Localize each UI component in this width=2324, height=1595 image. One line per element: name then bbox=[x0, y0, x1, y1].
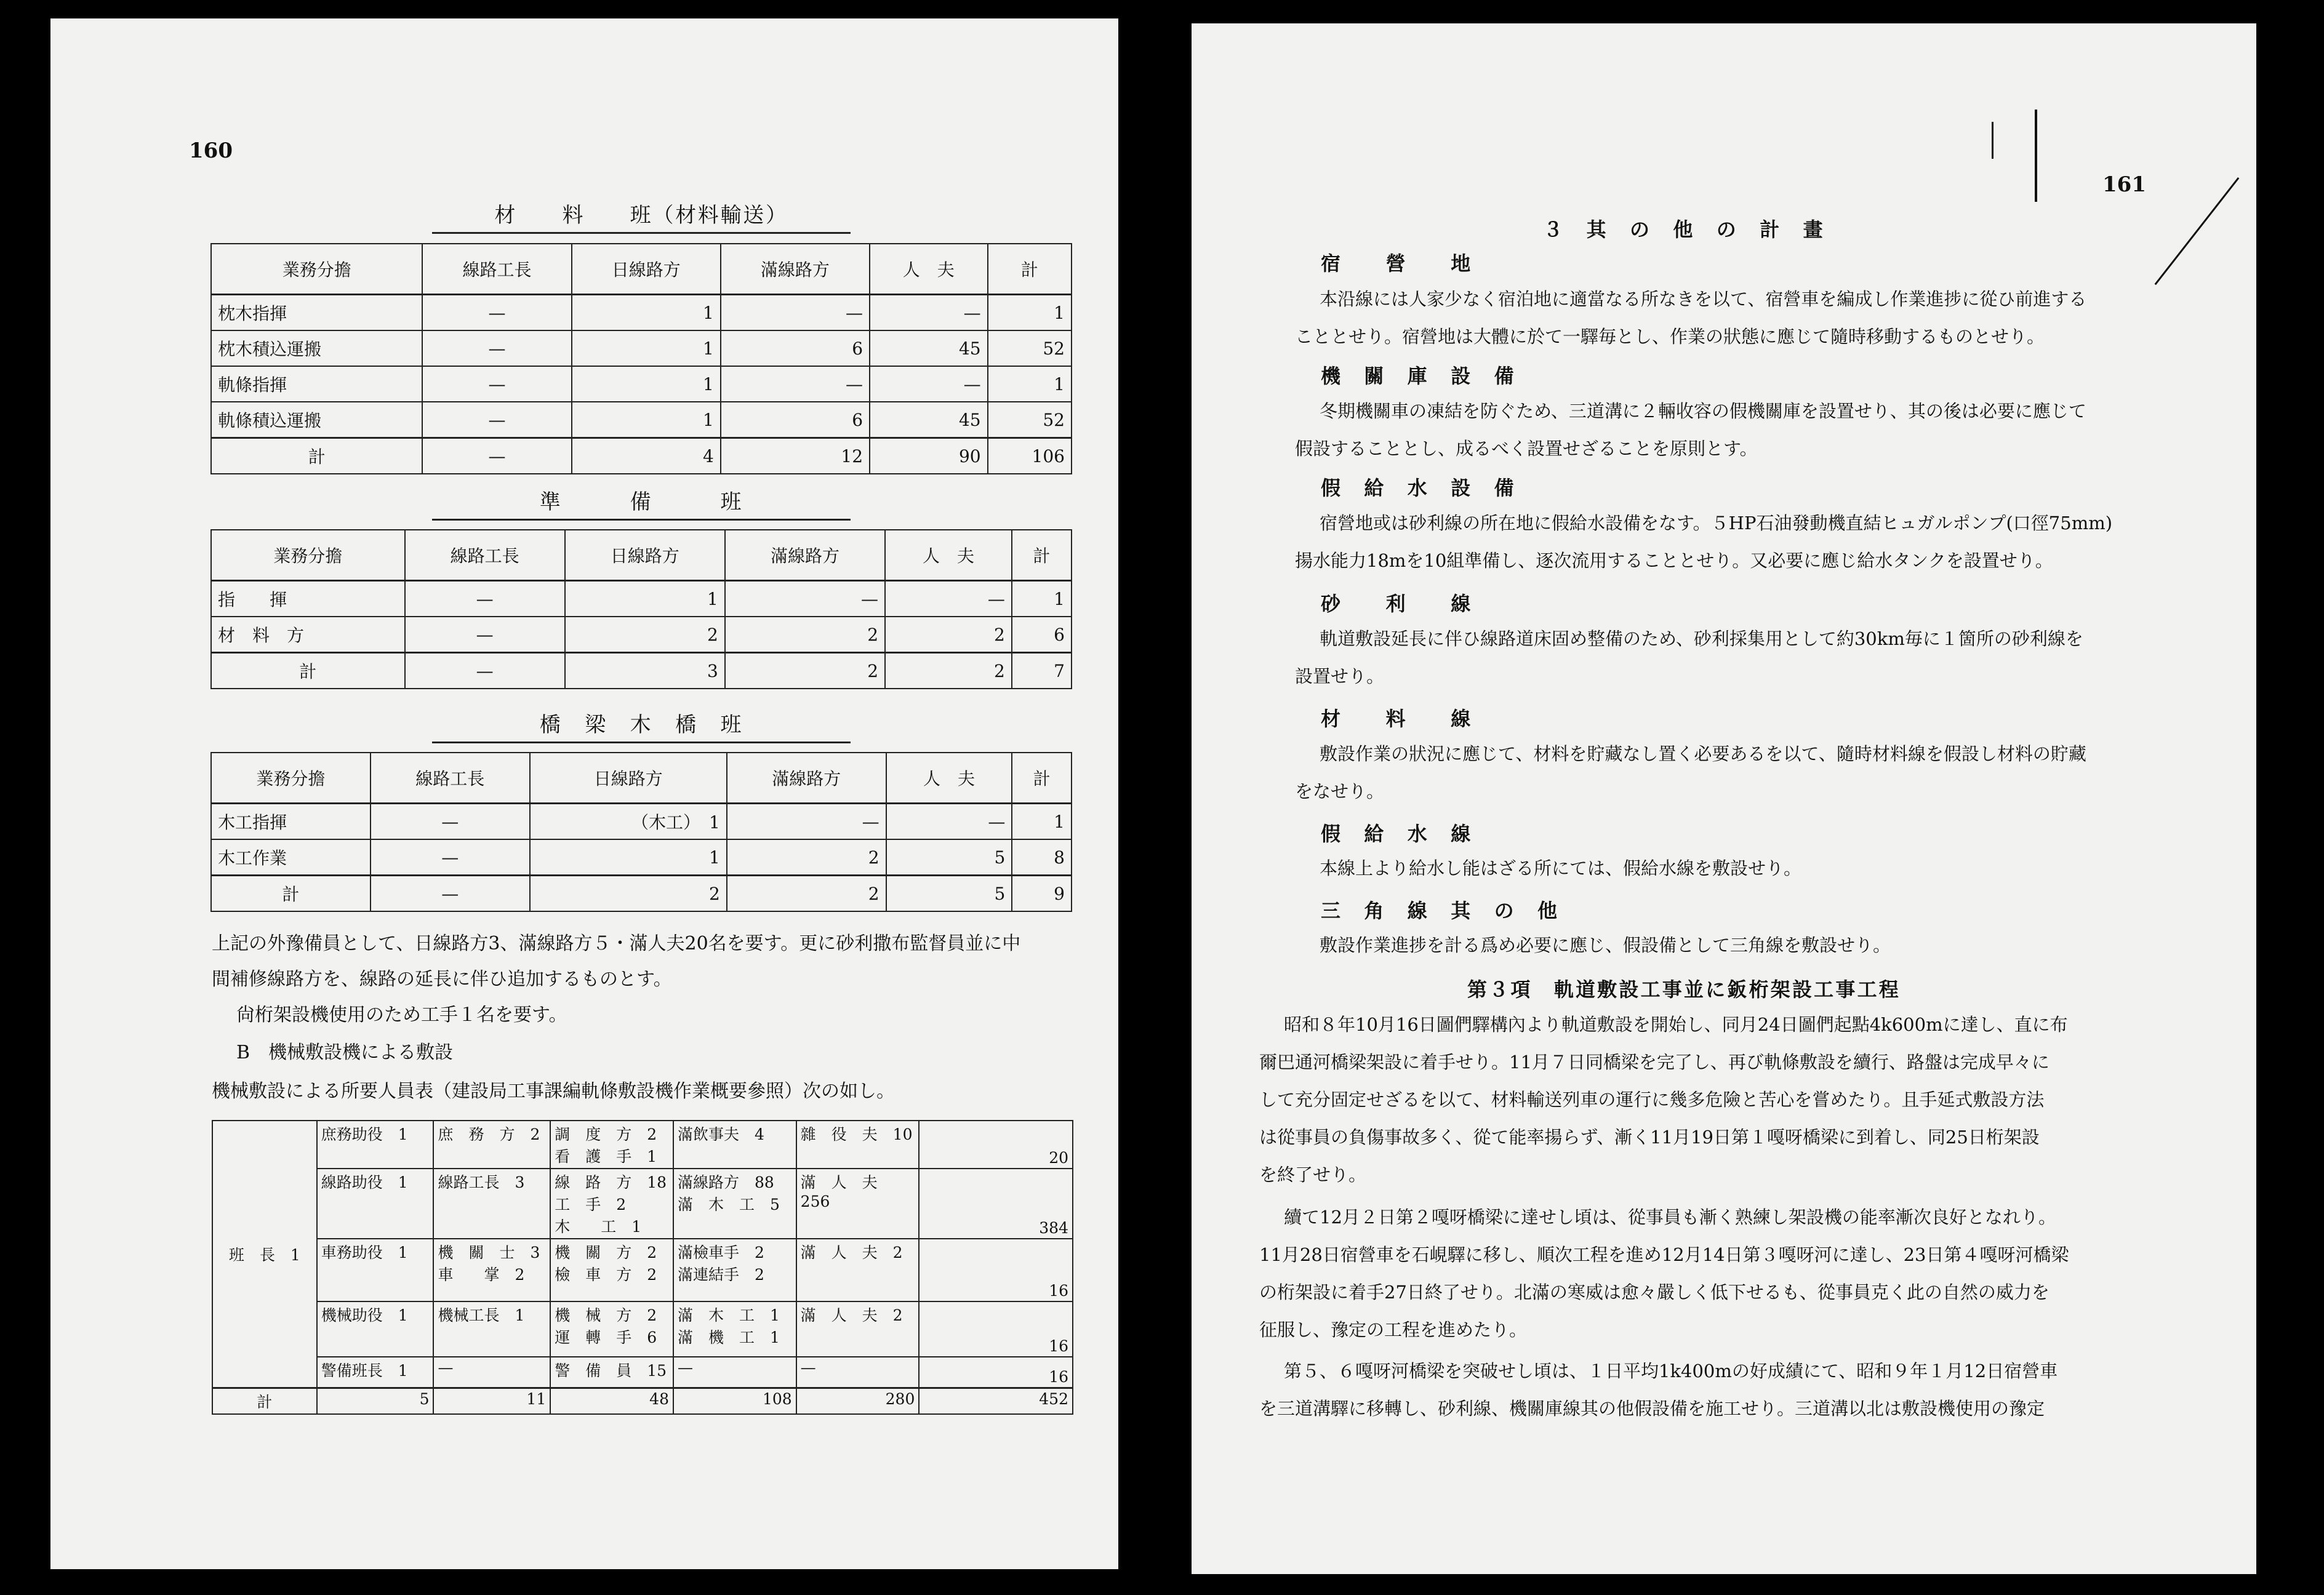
table-cell: 48 bbox=[550, 1388, 673, 1415]
column-header: 滿線路方 bbox=[721, 244, 870, 295]
table-cell: 5 bbox=[317, 1388, 434, 1415]
table-cell: — bbox=[870, 295, 988, 331]
text-line: 第５、６嘎呀河橋梁を突破せし頃は、１日平均1k400mの好成績にて、昭和９年１月12日宿營車 bbox=[1284, 1361, 2058, 1381]
right-page bbox=[1192, 23, 2256, 1574]
table-title-preparation: 準 備 班 bbox=[432, 485, 851, 521]
table-row bbox=[212, 1239, 1073, 1301]
note-paragraph-3: 尙桁架設機使用のため工手１名を要す。 bbox=[236, 1004, 567, 1026]
table-cell: 1 bbox=[572, 366, 721, 402]
table-cell: 軌條積込運搬 bbox=[211, 402, 422, 438]
table-cell: — bbox=[422, 366, 571, 402]
table-cell: — bbox=[422, 438, 571, 474]
text-line: 敷設作業進捗を計る爲め必要に應じ、假設備として三角線を敷設せり。 bbox=[1320, 935, 1891, 956]
subsection-temp-water-line: 假 給 水 線 bbox=[1321, 822, 1473, 845]
column-header: 滿線路方 bbox=[727, 753, 886, 804]
table-cell: — bbox=[371, 804, 530, 840]
table-cell: 6 bbox=[1012, 617, 1072, 653]
table-cell: 庶務助役 1 bbox=[317, 1121, 434, 1169]
text-line: 軌道敷設延長に伴ひ線路道床固め整備のため、砂利採集用として約30km毎に１箇所の砂利線を bbox=[1320, 628, 2083, 649]
text-line: 本線上より給水し能はざる所にては、假給水線を敷設せり。 bbox=[1320, 858, 1802, 879]
water-supply-text bbox=[1295, 505, 2144, 580]
table-cell: 108 bbox=[673, 1388, 796, 1415]
table-cell: 軌條指揮 bbox=[211, 366, 422, 402]
table-cell: 45 bbox=[870, 402, 988, 438]
table-cell: 班 長 1 bbox=[212, 1121, 317, 1388]
temp-water-line-text bbox=[1295, 850, 2144, 887]
table-cell: — bbox=[796, 1357, 920, 1388]
section-b-heading: B 機械敷設機による敷設 bbox=[236, 1042, 454, 1063]
section-3-text-1 bbox=[1259, 1006, 2152, 1194]
pen-stroke-mark bbox=[1992, 122, 1993, 159]
table-cell: 1 bbox=[572, 330, 721, 366]
table-row bbox=[211, 402, 1072, 438]
table-row bbox=[211, 366, 1072, 402]
note-paragraph-2: 間補修線路方を、線路の延長に伴ひ追加するものとす。 bbox=[212, 969, 672, 990]
table-cell: 機 關 方 2 檢 車 方 2 bbox=[550, 1239, 673, 1301]
column-header: 人 夫 bbox=[870, 244, 988, 295]
table-cell: 2 bbox=[725, 617, 885, 653]
table-cell: 枕木指揮 bbox=[211, 295, 422, 331]
table-title-materials: 材 料 班（材料輸送） bbox=[432, 198, 851, 234]
table-cell: 機械工長 1 bbox=[433, 1301, 550, 1357]
table-cell: 材 料 方 bbox=[211, 617, 405, 653]
section-3-text-2 bbox=[1259, 1199, 2152, 1349]
table-cell: 計 bbox=[212, 1388, 317, 1415]
text-line: して充分固定せざるを以て、材料輸送列車の運行に幾多危險と苦心を嘗めたり。且手延式敷設方法 bbox=[1259, 1089, 2045, 1110]
table-cell: 1 bbox=[1012, 581, 1072, 617]
column-header: 人 夫 bbox=[885, 530, 1012, 581]
text-line: 冬期機關車の凍結を防ぐため、三道溝に２輛收容の假機關庫を設置せり、其の後は必要に應じて bbox=[1320, 401, 2086, 422]
table-cell: 2 bbox=[885, 617, 1012, 653]
table-row bbox=[212, 1169, 1073, 1239]
note-paragraph-1: 上記の外豫備員として、日線路方3、滿線路方５・滿人夫20名を要す。更に砂利撒布監督員並に中 bbox=[212, 933, 1021, 954]
column-header: 計 bbox=[988, 244, 1072, 295]
text-line: を三道溝驛に移轉し、砂利線、機關庫線其の他假設備を施工せり。三道溝以北は敷設機使用の豫定 bbox=[1259, 1398, 2045, 1419]
text-line: 設置せり。 bbox=[1295, 666, 1385, 687]
column-header: 業務分擔 bbox=[211, 244, 422, 295]
table-cell: 1 bbox=[1012, 804, 1072, 840]
table-cell: 1 bbox=[572, 295, 721, 331]
table-cell: 52 bbox=[988, 402, 1072, 438]
table-cell: — bbox=[433, 1357, 550, 1388]
table-cell: 機 關 士 3 車 掌 2 bbox=[433, 1239, 550, 1301]
left-page bbox=[50, 18, 1118, 1569]
table-cell: 滿 人 夫 2 bbox=[796, 1301, 920, 1357]
subsection-gravel-line: 砂 利 線 bbox=[1321, 592, 1473, 615]
table-cell: 11 bbox=[433, 1388, 550, 1415]
table-cell: 45 bbox=[870, 330, 988, 366]
table-cell: 16 bbox=[919, 1301, 1073, 1357]
table-cell: 106 bbox=[988, 438, 1072, 474]
totals-row bbox=[212, 1388, 1073, 1415]
text-line: は從事員の負傷事故多く、從て能率揚らず、漸く11月19日第１嘎呀橋梁に到着し、同25日桁架設 bbox=[1259, 1127, 2040, 1148]
table-cell: 2 bbox=[530, 876, 727, 912]
text-line: 敷設作業の狀況に應じて、材料を貯藏なし置く必要あるを以て、隨時材料線を假設し材料の貯藏 bbox=[1320, 743, 2086, 764]
table-cell: — bbox=[371, 876, 530, 912]
table-cell: 1 bbox=[530, 839, 727, 876]
table-cell: — bbox=[886, 804, 1012, 840]
table-cell: 線路工長 3 bbox=[433, 1169, 550, 1239]
table-cell: 16 bbox=[919, 1239, 1073, 1301]
table-cell: 1 bbox=[572, 402, 721, 438]
table-cell: 枕木積込運搬 bbox=[211, 330, 422, 366]
column-header: 業務分擔 bbox=[211, 530, 405, 581]
table-cell: 滿飲事夫 4 bbox=[673, 1121, 796, 1169]
table-cell: （木工） 1 bbox=[530, 804, 727, 840]
text-line: 11月28日宿營車を石峴驛に移し、順次工程を進め12月14日第３嘎呀河に達し、23日第４嘎呀河橋梁 bbox=[1259, 1244, 2069, 1265]
text-line: 續て12月２日第２嘎呀橋梁に達せし頃は、從事員も漸く熟練し架設機の能率漸次良好となれり。 bbox=[1284, 1207, 2056, 1228]
text-line: 宿營地或は砂利線の所在地に假給水設備をなす。５HP石油發動機直結ヒュガルポンプ(口徑75mm) bbox=[1320, 513, 2113, 534]
table-row bbox=[212, 1301, 1073, 1357]
column-header: 業務分擔 bbox=[211, 753, 371, 804]
table-cell: 計 bbox=[211, 653, 405, 689]
table-row bbox=[211, 295, 1072, 331]
engine-shed-text bbox=[1295, 393, 2144, 468]
table-row bbox=[211, 617, 1072, 653]
table-cell: — bbox=[673, 1357, 796, 1388]
column-header: 線路工長 bbox=[405, 530, 565, 581]
pen-stroke-mark bbox=[2035, 110, 2037, 202]
table-row bbox=[211, 330, 1072, 366]
triangle-line-text bbox=[1295, 927, 2144, 964]
column-header: 滿線路方 bbox=[725, 530, 885, 581]
table-cell: 6 bbox=[721, 402, 870, 438]
table-cell: 滿檢車手 2 滿連結手 2 bbox=[673, 1239, 796, 1301]
table-cell: 滿 人 夫 2 bbox=[796, 1239, 920, 1301]
text-line: 本沿線には人家少なく宿泊地に適當なる所なきを以て、宿營車を編成し作業進捗に從ひ前進する bbox=[1320, 289, 2087, 310]
table-cell: 線路助役 1 bbox=[317, 1169, 434, 1239]
camp-text bbox=[1295, 281, 2144, 356]
note-paragraph-5: 機械敷設による所要人員表（建設局工事課編軌條敷設機作業概要參照）次の如し。 bbox=[212, 1081, 895, 1102]
table-cell: 7 bbox=[1012, 653, 1072, 689]
text-line: 爾巴通河橋梁架設に着手せり。11月７日同橋梁を完了し、再び軌條敷設を續行、路盤は完成早々に bbox=[1259, 1052, 2050, 1073]
table-cell: — bbox=[405, 581, 565, 617]
column-header: 日線路方 bbox=[530, 753, 727, 804]
table-cell: 2 bbox=[725, 653, 885, 689]
subsection-material-line: 材 料 線 bbox=[1321, 707, 1473, 730]
table-row bbox=[211, 804, 1072, 840]
table-cell: 木工指揮 bbox=[211, 804, 371, 840]
table-cell: 12 bbox=[721, 438, 870, 474]
text-line: をなせり。 bbox=[1295, 781, 1385, 802]
table-row bbox=[211, 839, 1072, 876]
table-cell: — bbox=[885, 581, 1012, 617]
subsection-water-supply: 假 給 水 設 備 bbox=[1321, 476, 1516, 500]
table-cell: 2 bbox=[565, 617, 725, 653]
table-row bbox=[211, 876, 1072, 912]
table-cell: — bbox=[422, 402, 571, 438]
column-header: 日線路方 bbox=[572, 244, 721, 295]
section-heading: ３ 其 の 他 の 計 畫 bbox=[1543, 218, 1825, 241]
table-cell: 警備班長 1 bbox=[317, 1357, 434, 1388]
table-cell: — bbox=[727, 804, 886, 840]
table-cell: 3 bbox=[565, 653, 725, 689]
column-header: 計 bbox=[1012, 530, 1072, 581]
table-cell: — bbox=[422, 330, 571, 366]
material-line-text bbox=[1295, 735, 2144, 810]
text-line: こととせり。宿營地は大體に於て一驛毎とし、作業の狀態に應じて隨時移動するものとせり。 bbox=[1295, 326, 2045, 347]
table-cell: 452 bbox=[919, 1388, 1073, 1415]
table-cell: 5 bbox=[886, 839, 1012, 876]
table-cell: 20 bbox=[919, 1121, 1073, 1169]
text-line: を終了せり。 bbox=[1259, 1164, 1367, 1185]
text-line: 征服し、豫定の工程を進めたり。 bbox=[1259, 1319, 1528, 1340]
table-cell: 調 度 方 2 看 護 手 1 bbox=[550, 1121, 673, 1169]
personnel-table bbox=[212, 1120, 1073, 1415]
column-header: 計 bbox=[1012, 753, 1072, 804]
table-cell: — bbox=[405, 653, 565, 689]
column-header: 線路工長 bbox=[422, 244, 571, 295]
column-header: 日線路方 bbox=[565, 530, 725, 581]
page-number: 160 bbox=[189, 138, 233, 163]
table-cell: 滿 木 工 1 滿 機 工 1 bbox=[673, 1301, 796, 1357]
table-cell: 雜 役 夫 10 bbox=[796, 1121, 920, 1169]
pen-stroke-mark bbox=[2155, 177, 2240, 285]
table-cell: 52 bbox=[988, 330, 1072, 366]
table-cell: 庶 務 方 2 bbox=[433, 1121, 550, 1169]
table-cell: 線 路 方 18 工 手 2 木 工 1 bbox=[550, 1169, 673, 1239]
table-cell: 機 械 方 2 運 轉 手 6 bbox=[550, 1301, 673, 1357]
table-cell: 4 bbox=[572, 438, 721, 474]
table-cell: — bbox=[870, 366, 988, 402]
table-cell: 280 bbox=[796, 1388, 920, 1415]
table-cell: 警 備 員 15 bbox=[550, 1357, 673, 1388]
gravel-line-text bbox=[1295, 620, 2144, 695]
table-cell: 滿線路方 88 滿 木 工 5 bbox=[673, 1169, 796, 1239]
table-row bbox=[212, 1357, 1073, 1388]
table-cell: 計 bbox=[211, 876, 371, 912]
table-cell: — bbox=[725, 581, 885, 617]
table-cell: 2 bbox=[727, 876, 886, 912]
preparation-table bbox=[210, 529, 1072, 689]
table-row bbox=[211, 653, 1072, 689]
section-3-text-3 bbox=[1259, 1353, 2152, 1428]
table-cell: 90 bbox=[870, 438, 988, 474]
table-cell: 6 bbox=[721, 330, 870, 366]
text-line: 揚水能力18mを10組準備し、逐次流用することとせり。又必要に應じ給水タンクを設置せり。 bbox=[1295, 550, 2053, 571]
table-row bbox=[211, 438, 1072, 474]
table-cell: 1 bbox=[988, 295, 1072, 331]
bridge-table bbox=[210, 752, 1072, 912]
page-number: 161 bbox=[2102, 172, 2146, 197]
text-line: の桁架設に着手27日終了せり。北滿の寒威は愈々嚴しく低下せるも、從事員克く此の自然の威力を bbox=[1259, 1282, 2050, 1303]
table-cell: 指 揮 bbox=[211, 581, 405, 617]
subsection-triangle-line: 三 角 線 其 の 他 bbox=[1321, 899, 1560, 922]
table-cell: 機械助役 1 bbox=[317, 1301, 434, 1357]
subsection-camp: 宿 營 地 bbox=[1321, 252, 1473, 275]
table-cell: 車務助役 1 bbox=[317, 1239, 434, 1301]
table-cell: 16 bbox=[919, 1357, 1073, 1388]
section-3-heading: 第３項 軌道敷設工事並に鈑桁架設工事工程 bbox=[1467, 978, 1901, 1001]
table-cell: — bbox=[721, 295, 870, 331]
table-cell: — bbox=[371, 839, 530, 876]
table-cell: 8 bbox=[1012, 839, 1072, 876]
table-cell: 1 bbox=[565, 581, 725, 617]
table-cell: 1 bbox=[988, 366, 1072, 402]
table-row bbox=[212, 1121, 1073, 1169]
table-row bbox=[211, 581, 1072, 617]
materials-table bbox=[210, 243, 1072, 474]
text-line: 假設することとし、成るべく設置せざることを原則とす。 bbox=[1295, 438, 1758, 459]
table-cell: 滿 人 夫 256 bbox=[796, 1169, 920, 1239]
table-cell: 2 bbox=[727, 839, 886, 876]
table-cell: — bbox=[721, 366, 870, 402]
table-cell: 5 bbox=[886, 876, 1012, 912]
table-cell: 木工作業 bbox=[211, 839, 371, 876]
table-cell: 9 bbox=[1012, 876, 1072, 912]
column-header: 人 夫 bbox=[886, 753, 1012, 804]
table-cell: — bbox=[422, 295, 571, 331]
table-cell: 2 bbox=[885, 653, 1012, 689]
table-cell: — bbox=[405, 617, 565, 653]
table-cell: 384 bbox=[919, 1169, 1073, 1239]
column-header: 線路工長 bbox=[371, 753, 530, 804]
text-line: 昭和８年10月16日圖們驛構內より軌道敷設を開始し、同月24日圖們起點4k600mに達し、直に布 bbox=[1284, 1014, 2068, 1035]
table-cell: 計 bbox=[211, 438, 422, 474]
table-title-bridge: 橋 梁 木 橋 班 bbox=[432, 708, 851, 743]
subsection-engine-shed: 機 關 庫 設 備 bbox=[1321, 364, 1516, 388]
